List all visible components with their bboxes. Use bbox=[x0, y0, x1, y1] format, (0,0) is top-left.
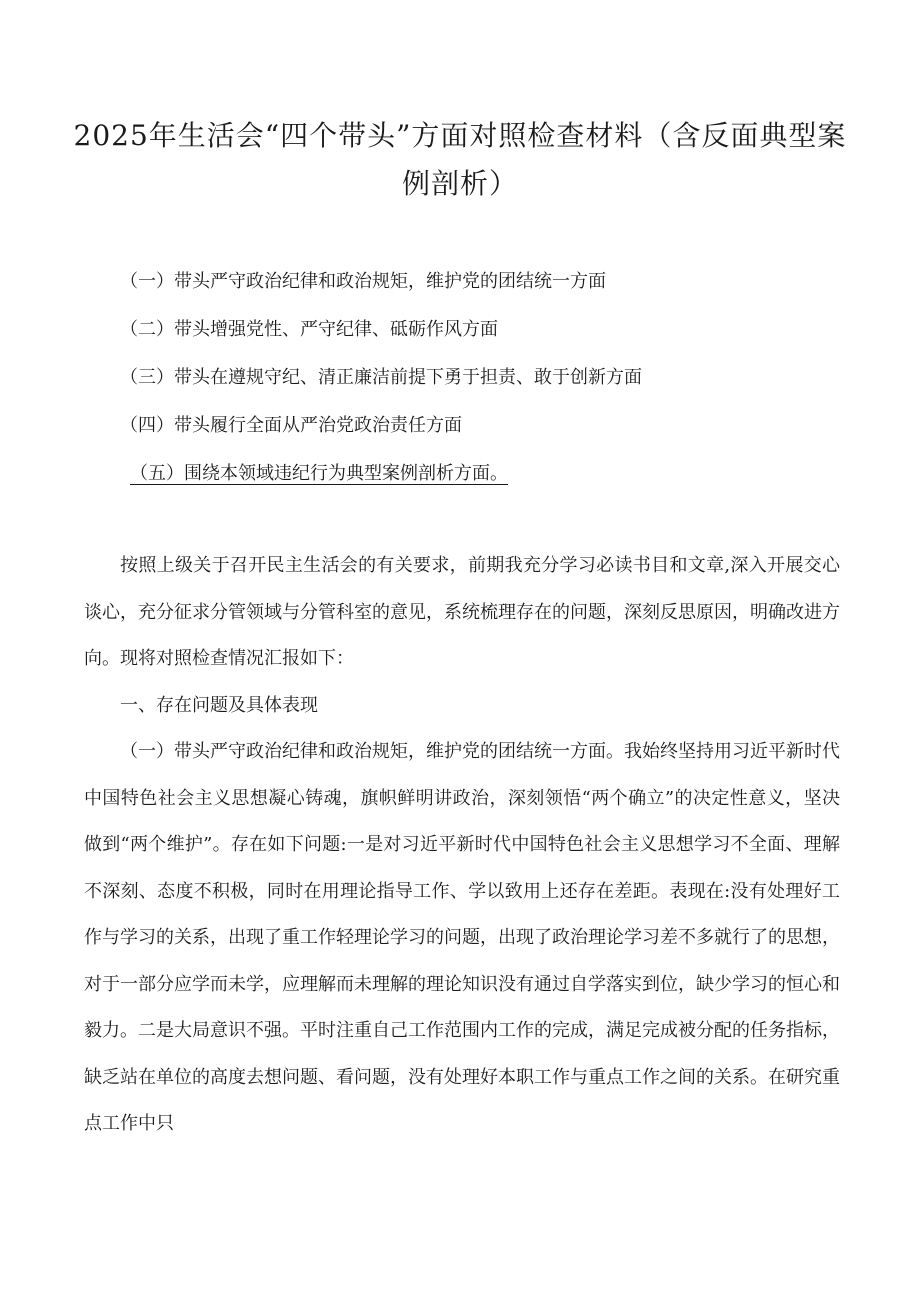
section-paragraph: （一）带头严守政治纪律和政治规矩，维护党的团结统一方面。我始终坚持用习近平新时代中国特色社会主义思想凝心铸魂，旗帜鲜明讲政治，深刻领悟“两个确立”的决定性意义，坚决做到“两个维护”。存在如下问题:一是对习近平新时代中国特色社会主义思想学习不全面、理解不深刻、态度不积极，同时在用理论指导工作、学以致用上还存在差距。表现在:没有处理好工作与学习的关系，出现了重工作轻理论学习的问题，出现了政治理论学习差不多就行了的思想，对于一部分应学而未学，应理解而未理解的理论知识没有通过自学落实到位，缺少学习的恒心和毅力。二是大局意识不强。平时注重自己工作范围内工作的完成，满足完成被分配的任务指标，缺乏站在单位的高度去想问题、看问题，没有处理好本职工作与重点工作之间的关系。在研究重点工作中只 bbox=[84, 741, 840, 1134]
outline-item: （四）带头履行全面从严治党政治责任方面 bbox=[120, 415, 462, 436]
document-title: 2025年生活会“四个带头”方面对照检查材料（含反面典型案例剖析） bbox=[73, 119, 847, 200]
document-body bbox=[84, 543, 840, 1148]
outline-item: （一）带头严守政治纪律和政治规矩，维护党的团结统一方面 bbox=[120, 271, 606, 292]
intro-paragraph: 按照上级关于召开民主生活会的有关要求，前期我充分学习必读书目和文章,深入开展交心谈心，充分征求分管领域与分管科室的意见，系统梳理存在的问题，深刻反思原因，明确改进方向。现将对照检查情况汇报如下： bbox=[84, 555, 840, 669]
outline-item-underlined bbox=[120, 450, 820, 498]
outline-item: （三）带头在遵规守纪、清正廉洁前提下勇于担责、敢于创新方面 bbox=[120, 367, 642, 388]
section-heading: 一、存在问题及具体表现 bbox=[120, 694, 318, 716]
outline-item: （二）带头增强党性、严守纪律、砥砺作风方面 bbox=[120, 319, 498, 340]
outline-item-text: （五）围绕本领域违纪行为典型案例剖析方面。 bbox=[130, 463, 508, 484]
outline-list bbox=[120, 258, 820, 498]
